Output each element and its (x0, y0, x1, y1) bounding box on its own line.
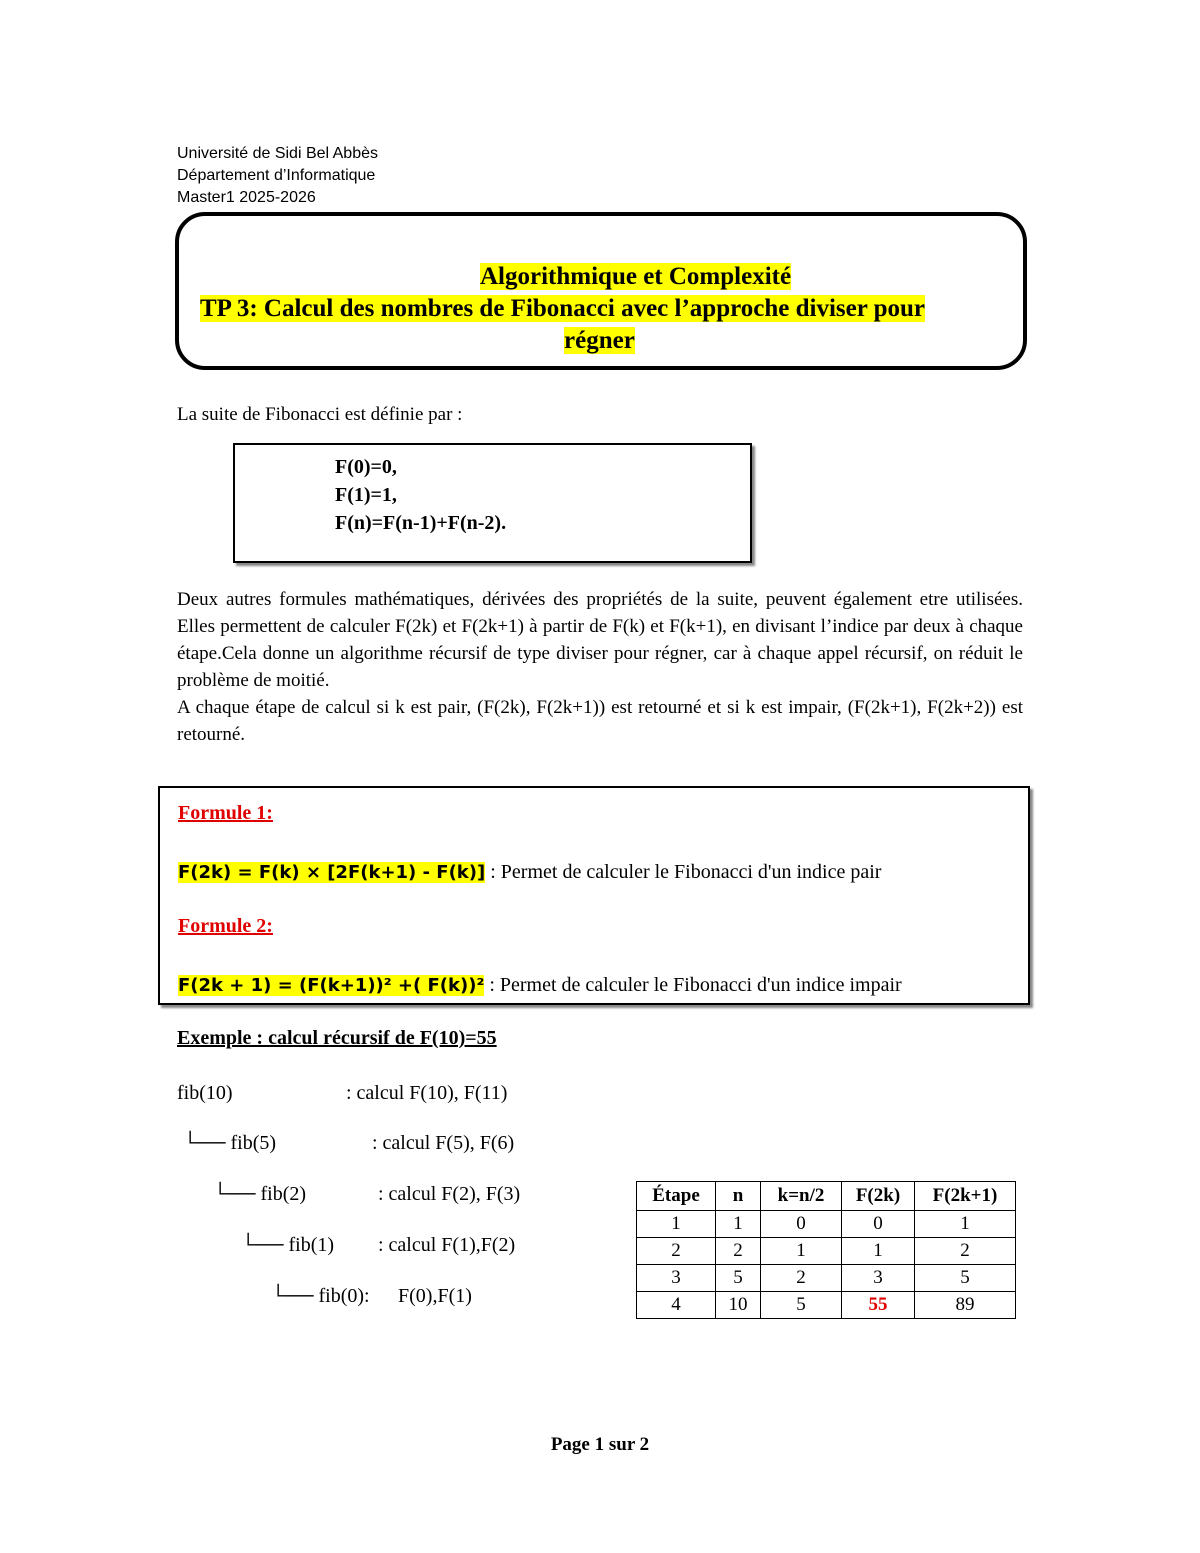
table-cell: 89 (915, 1292, 1016, 1319)
table-cell: 1 (716, 1211, 761, 1238)
table-cell: 5 (761, 1292, 842, 1319)
table-cell: 0 (842, 1211, 915, 1238)
table-cell: 1 (637, 1211, 716, 1238)
table-cell: 1 (915, 1211, 1016, 1238)
example-title: Exemple : calcul récursif de F(10)=55 (177, 1027, 497, 1049)
formula2-line (178, 974, 902, 997)
table-cell: 1 (842, 1238, 915, 1265)
tp-title-continued: régner (564, 327, 635, 354)
col-header-f2k: F(2k) (842, 1182, 915, 1211)
definition-fn: F(n)=F(n-1)+F(n-2). (335, 512, 507, 534)
table-cell: 3 (637, 1265, 716, 1292)
formula2-equation: F(2k + 1) = (F(k+1))² +( F(k))² (178, 975, 485, 996)
tree-call-4: └── fib(1) (241, 1234, 335, 1256)
steps-table (636, 1181, 1016, 1319)
formula1-line (178, 861, 881, 884)
tree-desc-2: : calcul F(5), F(6) (372, 1132, 515, 1154)
tree-call-3: └── fib(2) (213, 1183, 307, 1205)
tree-call-2: └── fib(5) (183, 1132, 277, 1154)
col-header-f2k1: F(2k+1) (915, 1182, 1016, 1211)
table-cell: 2 (716, 1238, 761, 1265)
tree-desc-1: : calcul F(10), F(11) (346, 1082, 508, 1104)
formulas-box (158, 786, 1030, 1005)
table-cell: 5 (915, 1265, 1016, 1292)
formula1-description: : Permet de calculer le Fibonacci d'un indice pair (485, 861, 882, 883)
col-header-k: k=n/2 (761, 1182, 842, 1211)
table-cell: 4 (637, 1292, 716, 1319)
table-cell: 2 (761, 1265, 842, 1292)
col-header-n: n (716, 1182, 761, 1211)
formula1-equation: F(2k) = F(k) × [2F(k+1) - F(k)] (178, 862, 486, 883)
table-row (637, 1238, 1016, 1265)
col-header-etape: Étape (637, 1182, 716, 1211)
table-cell: 10 (716, 1292, 761, 1319)
explanation-p2: A chaque étape de calcul si k est pair, (F(2k), F(2k+1)) est retourné et si k est impair, (F(2k+1), F(2k+2)) est retourné. (177, 697, 1023, 745)
university-name: Université de Sidi Bel Abbès (177, 145, 378, 162)
department-name: Département d’Informatique (177, 167, 376, 184)
table-cell: 1 (761, 1238, 842, 1265)
table-row (637, 1211, 1016, 1238)
formula1-label: Formule 1: (178, 802, 273, 824)
course-title: Algorithmique et Complexité (480, 263, 792, 290)
explanation (177, 586, 1023, 748)
table-cell: 3 (842, 1265, 915, 1292)
table-cell: 2 (915, 1238, 1016, 1265)
tree-desc-4: : calcul F(1),F(2) (378, 1234, 516, 1256)
formula2-label: Formule 2: (178, 915, 273, 937)
title-box (175, 212, 1027, 370)
tree-call-5: └── fib(0): (271, 1285, 370, 1307)
definition-f1: F(1)=1, (335, 484, 397, 506)
table-cell: 2 (637, 1238, 716, 1265)
intro-text: La suite de Fibonacci est définie par : (177, 404, 463, 425)
academic-year: Master1 2025-2026 (177, 189, 316, 206)
tree-desc-3: : calcul F(2), F(3) (378, 1183, 521, 1205)
table-cell: 5 (716, 1265, 761, 1292)
table-row (637, 1265, 1016, 1292)
definition-box (233, 443, 752, 563)
tree-desc-5: F(0),F(1) (398, 1285, 472, 1307)
table-header-row (637, 1182, 1016, 1211)
definition-f0: F(0)=0, (335, 456, 397, 478)
tp-title: TP 3: Calcul des nombres de Fibonacci avec l’approche diviser pour (200, 295, 926, 322)
table-row (637, 1292, 1016, 1319)
table-cell: 0 (761, 1211, 842, 1238)
result-cell-f10: 55 (842, 1292, 915, 1319)
formula2-description: : Permet de calculer le Fibonacci d'un indice impair (484, 974, 902, 996)
page-number: Page 1 sur 2 (550, 1434, 650, 1455)
tree-call-1: fib(10) (177, 1082, 233, 1104)
explanation-p1: Deux autres formules mathématiques, dérivées des propriétés de la suite, peuvent également etre utilisées. Elles permettent de calculer F(2k) et F(2k+1) à partir de F(k) et F(k+1), en divisant l’indice par deux à chaque étape.Cela donne un algorithme récursif de type diviser pour régner, car à chaque appel récursif, on réduit le problème de moitié. (177, 589, 1023, 691)
